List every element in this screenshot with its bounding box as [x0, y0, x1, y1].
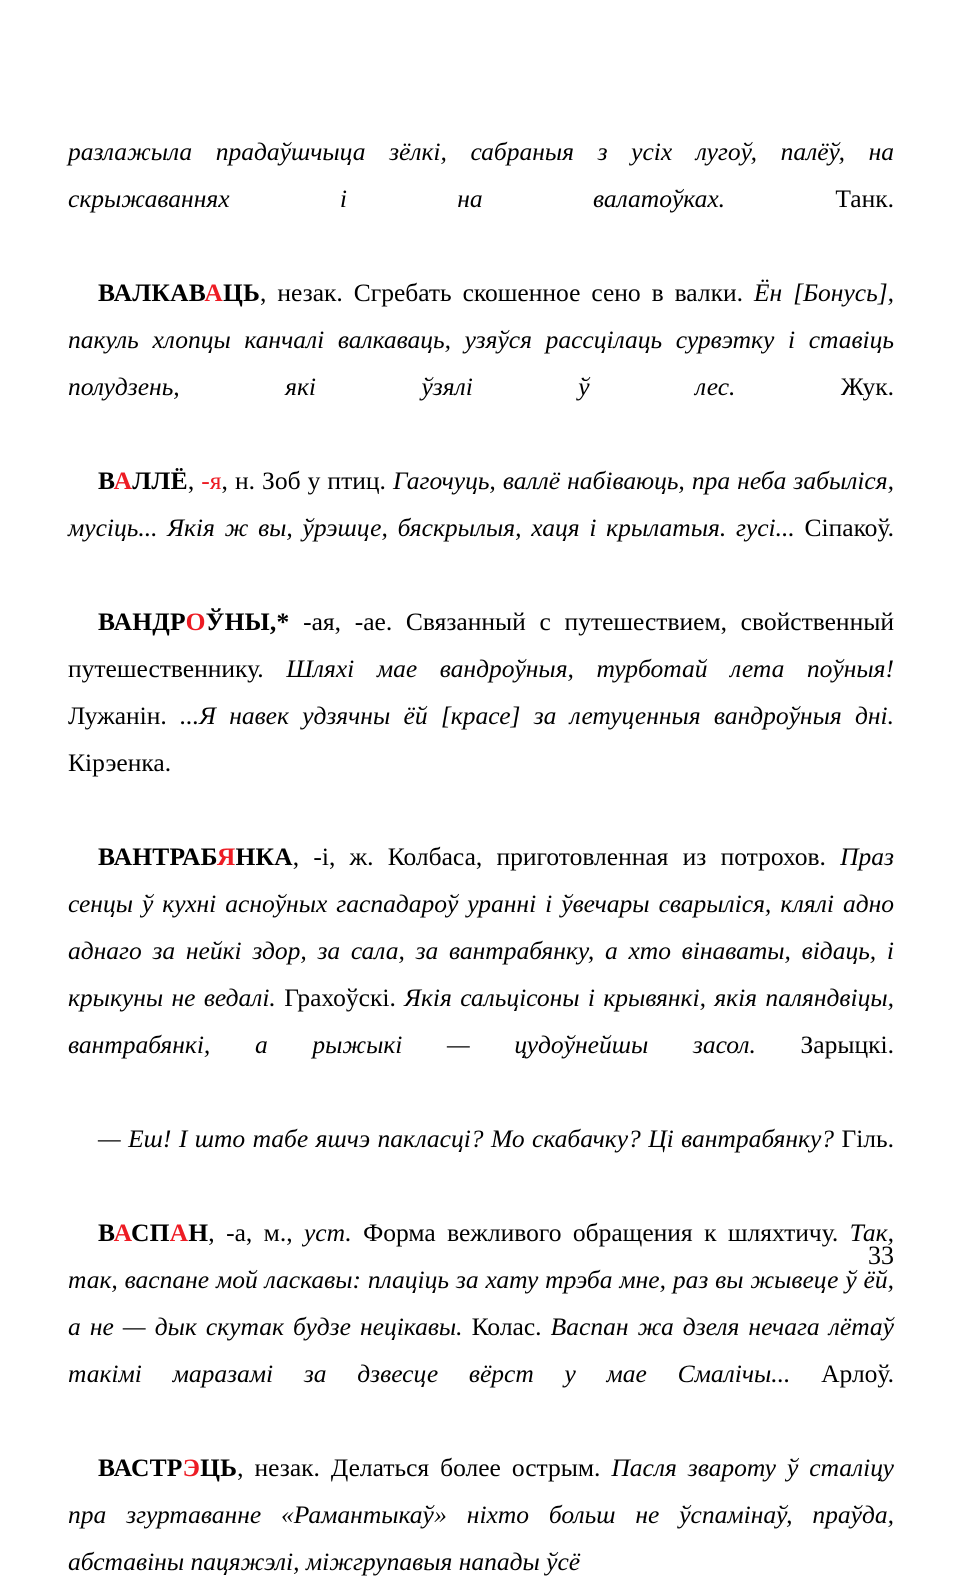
citation-text: Васпан жа дзеля нечага лётаў такімі маразамі за дзвесце вёрст у мае Смалічы... [68, 1312, 895, 1388]
citation-source: Лужанін. [68, 701, 167, 730]
entry-vantrabyanka-dialogue [68, 1115, 894, 1209]
citation-source: Сіпакоў. [804, 513, 894, 542]
citation-text: — Еш! І што табе яшчэ пакласці? Мо скабачку? Ці вантрабянку? [98, 1124, 835, 1153]
headword: ВАНТРАБЯНКА [98, 842, 293, 871]
grammar-note: , -а, м., [208, 1218, 304, 1247]
citation-source: Гіль. [841, 1124, 895, 1153]
stress-accent: А [113, 1218, 131, 1247]
headword: ВАСПАН [98, 1218, 209, 1247]
citation-source: Грахоўскі. [284, 983, 396, 1012]
gloss: Делаться более острым. [319, 1453, 612, 1482]
entry-vandrouny [68, 598, 894, 833]
citation-source: Жук. [840, 372, 895, 401]
paragraph-continuation [68, 128, 894, 269]
citation-text: Так, так, васпане мой ласкавы: плаціць за хату трэба мне, раз вы жывеце ў ёй, а не — дык скутак будзе нецікавы. [68, 1218, 894, 1341]
grammar-label-italic: уст. [303, 1218, 352, 1247]
grammar-note: , незак. [237, 1453, 320, 1482]
entry-vaspan [68, 1209, 894, 1444]
asterisk-marker: * [276, 607, 290, 636]
citation-text: Шляхі мае вандроўныя, турботай лета поўныя! [286, 654, 894, 683]
inflection-ending: -я [201, 466, 222, 495]
entry-vantrabyanka [68, 833, 894, 1115]
citation-text: Якія сальцісоны і крывянкі, якія паляндвіцы, вантрабянкі, а рыжыкі — цудоўнейшы засол. [68, 983, 894, 1059]
gloss: Зоб у птиц. [254, 466, 393, 495]
citation-source: Зарыцкі. [800, 1030, 894, 1059]
gloss: Связанный с путешествием, свойственный путешественнику. [68, 607, 894, 683]
citation-text: Ён [Бонусь], пакуль хлопцы канчалі валкаваць, узяўся рассцілаць сурвэтку і ставіць полудзень, які ўзялі ў лес. [68, 278, 894, 401]
stress-accent: О [185, 607, 206, 636]
citation-source: Танк. [835, 184, 895, 213]
headword: ВАЛКАВАЦЬ [98, 278, 261, 307]
stress-accent: Я [216, 842, 236, 871]
headword: ВАЛЛЁ [98, 466, 188, 495]
gloss: Сгребать скошенное сено в валки. [342, 278, 754, 307]
entry-vastrec [68, 1444, 894, 1585]
grammar-note: , незак. [260, 278, 343, 307]
gloss: Колбаса, приготовленная из потрохов. [373, 842, 841, 871]
stress-accent-secondary: А [169, 1218, 189, 1247]
page-number: 33 [868, 1241, 894, 1270]
entry-valkavac [68, 269, 894, 457]
stress-accent: А [204, 278, 223, 307]
citation-text: Праз сенцы ў кухні асноўных гаспадароў уранні і ўвечары сварыліся, клялі адно аднаго за нейкі здор, за сала, за вантрабянку, а хто вінаваты, відаць, і крыкуны не ведалі. [68, 842, 894, 1012]
grammar-note: , н. [221, 466, 255, 495]
citation-text: Гагочуць, валлё набіваюць, пра неба забыліся, мусіць... Якія ж вы, ўрэшце, бяскрылыя, хаця і крылатыя. гусі... [68, 466, 894, 542]
citation-source: Кірэенка. [68, 748, 172, 777]
citation-text: ...Я навек удзячны ёй [красе] за летуценныя вандроўныя дні. [180, 701, 894, 730]
grammar-note: -ая, -ае. [289, 607, 393, 636]
grammar-note: , -і, ж. [292, 842, 374, 871]
gloss: Форма вежливого обращения к шляхтичу. [351, 1218, 850, 1247]
citation-text: Пасля звароту ў сталіцу пра згуртаванне «Рамантыкаў» ніхто больш не ўспамінаў, праўда, абставіны пацяжэлі, міжгрупавыя напады ўсё [68, 1453, 894, 1576]
citation-source: Колас. [471, 1312, 542, 1341]
stress-accent: Э [182, 1453, 201, 1482]
citation-source: Арлоў. [821, 1359, 894, 1388]
stress-accent: А [113, 466, 133, 495]
headword: ВАСТРЭЦЬ [98, 1453, 238, 1482]
entry-valle: ВАЛЛЁ, -я, н. Зоб у птиц. Гагочуць, валлё набіваюць, пра неба забыліся, мусіць... Якія ж вы, ўрэшце, бяскрылыя, хаця і крылатыя. гусі... Сіпакоў. [68, 466, 894, 542]
citation-text: разлажыла прадаўшчыца зёлкі, сабраныя з усіх лугоў, палёў, на скрыжаваннях і на валатоўках. [68, 137, 894, 213]
headword: ВАНДРОЎНЫ,* [98, 607, 290, 636]
text-column [68, 128, 894, 1585]
